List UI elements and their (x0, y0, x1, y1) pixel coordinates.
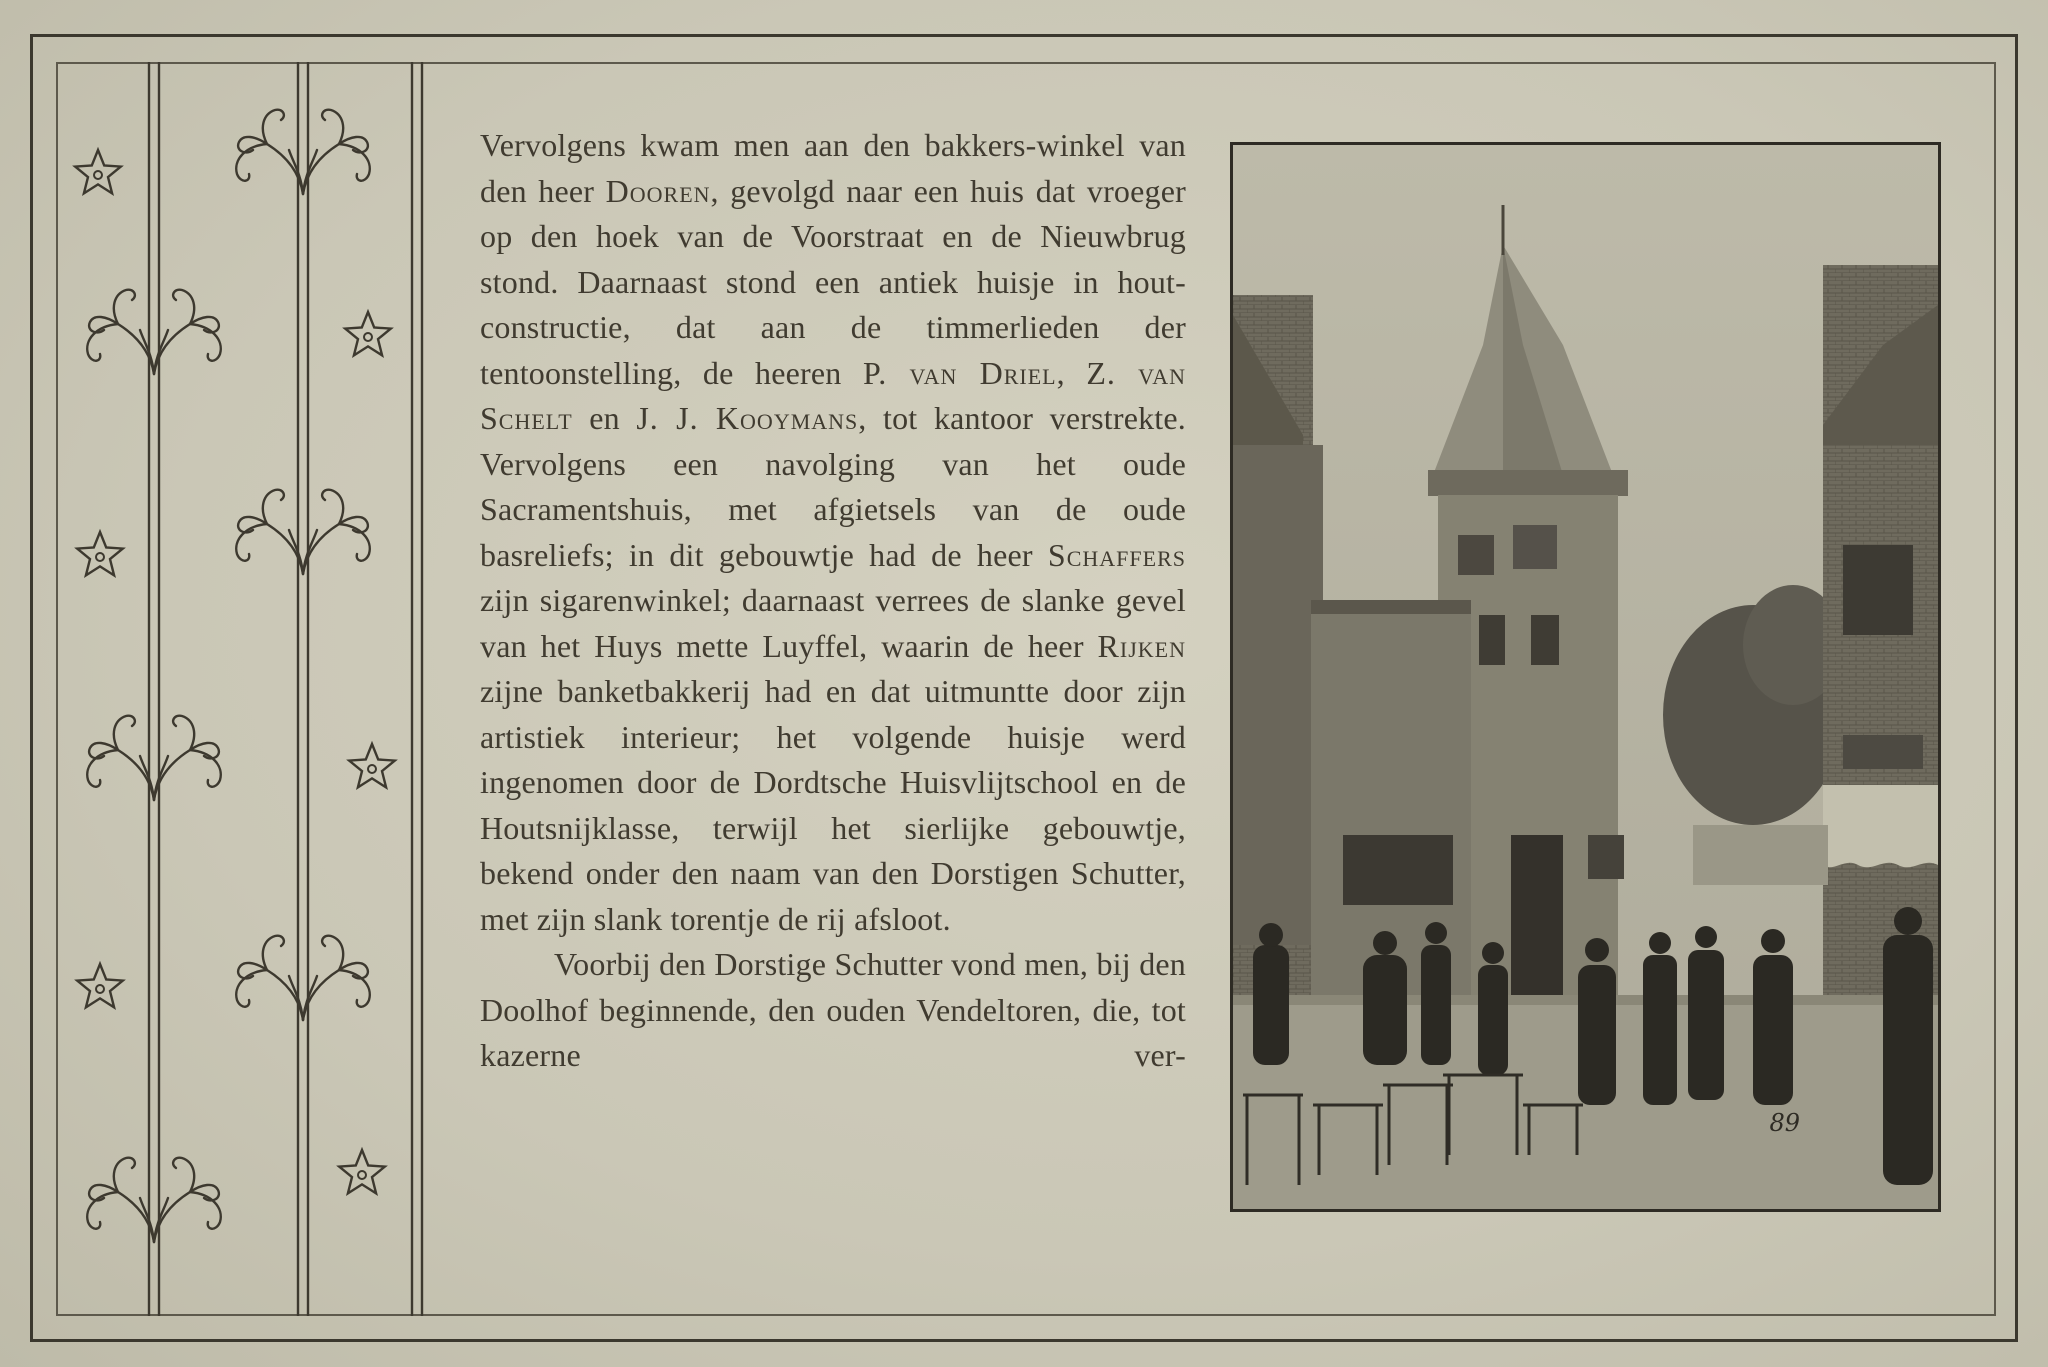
text-segment: , tot kantoor verstrekte. Vervolgens een navolging van het oude Sacramentshuis, met afgietsels van de oude basreliefs; in dit gebouwtje had de heer (480, 400, 1186, 573)
plate-number: 89 (1769, 1109, 1800, 1137)
name-van-driel: P. van Driel (862, 354, 1057, 391)
text-segment: , gevolgd naar een huis dat vroeger op den hoek van de Voorstraat en de Nieuwbrug stond. Daarnaast stond een antiek huisje in hout-constructie, dat aan de timmerlieden der tentoonstelling, de heeren (480, 172, 1186, 391)
text-segment: Vervolgens kwam men aan den bakkers-winkel van den heer (480, 127, 1186, 209)
name-kooymans: J. J. Kooymans (636, 400, 859, 436)
photograph (1230, 142, 1941, 1212)
text-segment: en (572, 400, 637, 436)
text-segment: , (1056, 354, 1087, 391)
name-schaffers: Schaffers (1047, 536, 1186, 573)
text-segment: zijn sigarenwinkel; daarnaast verrees de slanke gevel van het Huys mette Luyffel, waarin de heer (480, 582, 1186, 664)
paragraph-1 (480, 123, 1186, 942)
text-segment: zijne banketbakkerij had en dat uitmuntte door zijn artistiek interieur; het volgende huisje werd ingenomen door de Dordtsche Huisvlijtschool en de Houtsnijklasse, terwijl het sierlijke gebouwtje, bekend onder den naam van den Dorstigen Schutter, met zijn slank torentje de rij afsloot. (480, 673, 1186, 937)
article-text (480, 123, 1186, 1263)
photo-street-scene (1233, 145, 1938, 1209)
decorative-vine-border (56, 62, 426, 1316)
name-rijken: Rijken (1097, 627, 1186, 664)
paragraph-2: Voorbij den Dorstige Schutter vond men, bij den Doolhof beginnende, den ouden Vendeltoren, die, tot kazerne ver- (480, 946, 1186, 1073)
name-van-schelt: Z. van Schelt (480, 354, 1186, 436)
name-dooren: Dooren (605, 172, 711, 209)
